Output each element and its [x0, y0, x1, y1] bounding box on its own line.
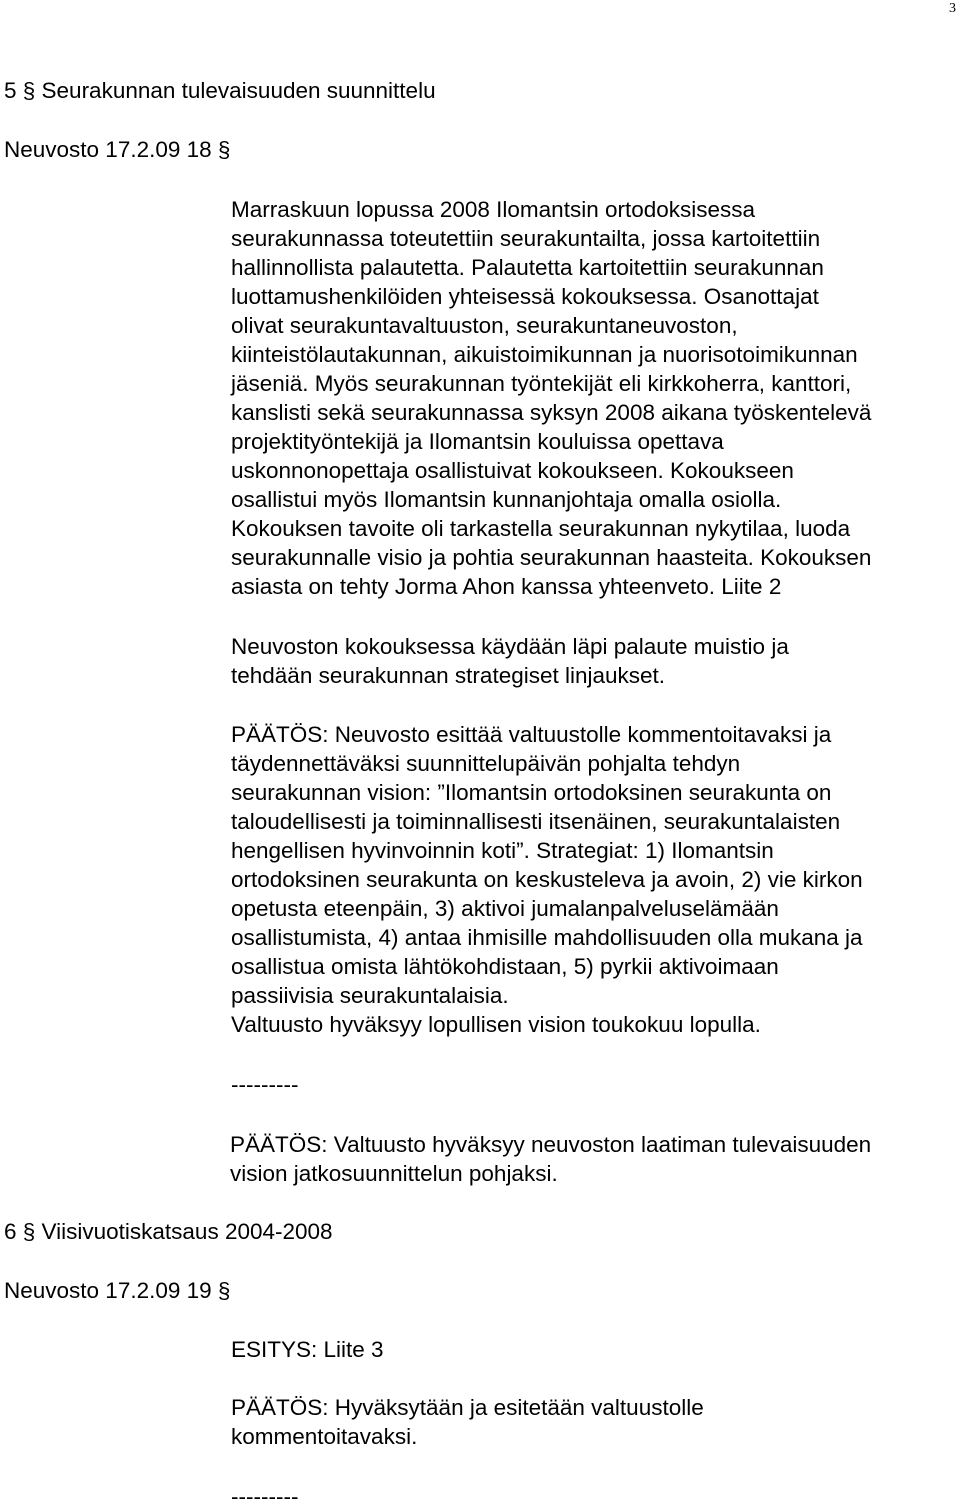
- section-6-separator: ---------: [231, 1484, 299, 1509]
- section-5-heading: 5 § Seurakunnan tulevaisuuden suunnittelu: [4, 78, 436, 103]
- section-5-reference: Neuvosto 17.2.09 18 §: [4, 137, 231, 162]
- section-6-proposal: ESITYS: Liite 3: [231, 1337, 384, 1362]
- section-6-reference: Neuvosto 17.2.09 19 §: [4, 1278, 231, 1303]
- section-6-decision: PÄÄTÖS: Hyväksytään ja esitetään valtuustolle kommentoitavaksi.: [231, 1395, 704, 1449]
- section-5-separator: ---------: [231, 1072, 299, 1097]
- section-5-background-paragraph: Marraskuun lopussa 2008 Ilomantsin ortodoksisessa seurakunnassa toteutettiin seurakuntailta, jossa kartoitettiin hallinnollista palautetta. Palautetta kartoitettiin seurakunnan luottamushenkilöiden yhteisessä kokouksessa. Osanottajat olivat seurakuntavaltuuston, seurakuntaneuvoston, kiinteistölautakunnan, aikuistoimikunnan ja nuorisotoimikunnan jäseniä. Myös seurakunnan työntekijät eli kirkkoherra, kanttori, kanslisti sekä seurakunnassa syksyn 2008 aikana työskentelevä projektityöntekijä ja Ilomantsin kouluissa opettava uskonnonopettaja osallistuivat kokoukseen. Kokoukseen osallistui myös Ilomantsin kunnanjohtaja omalla osiolla. Kokouksen tavoite oli tarkastella seurakunnan nykytilaa, luoda seurakunnalle visio ja pohtia seurakunnan haasteita. Kokouksen asiasta on tehty Jorma Ahon kanssa yhteenveto. Liite 2: [231, 197, 872, 599]
- page-number: 3: [949, 1, 956, 16]
- section-6-heading: 6 § Viisivuotiskatsaus 2004-2008: [4, 1219, 333, 1244]
- section-5-council-decision: PÄÄTÖS: Neuvosto esittää valtuustolle kommentoitavaksi ja täydennettäväksi suunnittelupäivän pohjalta tehdyn seurakunnan vision: ”Ilomantsin ortodoksinen seurakunta on taloudellisesti ja toiminnallisesti itsenäinen, seurakuntalaisten hengellisen hyvinvoinnin koti”. Strategiat: 1) Ilomantsin ortodoksinen seurakunta on keskusteleva ja avoin, 2) vie kirkon opetusta eteenpäin, 3) aktivoi jumalanpalveluselämään osallistumista, 4) antaa ihmisille mahdollisuuden olla mukana ja osallistua omista lähtökohdistaan, 5) pyrkii aktivoimaan passiivisia seurakuntalaisia. Valtuusto hyväksyy lopullisen vision toukokuu lopulla.: [231, 722, 863, 1037]
- section-5-assembly-decision: PÄÄTÖS: Valtuusto hyväksyy neuvoston laatiman tulevaisuuden vision jatkosuunnittelun pohjaksi.: [230, 1132, 872, 1186]
- section-5-council-paragraph: Neuvoston kokouksessa käydään läpi palaute muistio ja tehdään seurakunnan strategiset linjaukset.: [231, 634, 789, 688]
